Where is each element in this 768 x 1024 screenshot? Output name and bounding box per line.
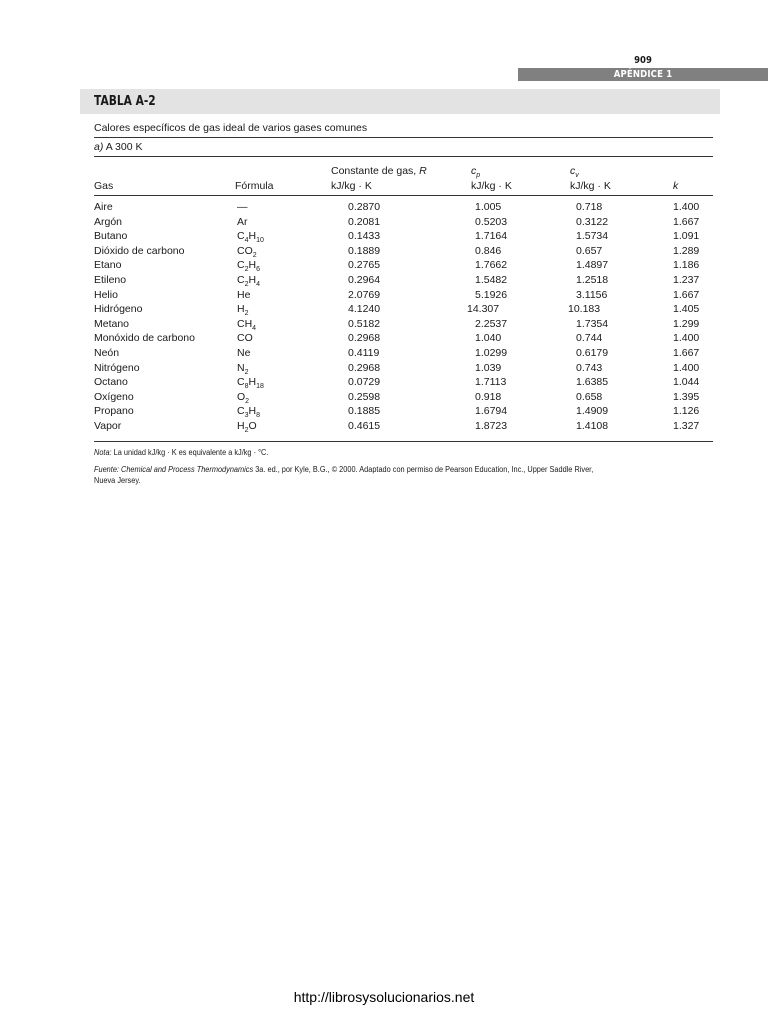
specific-heat-cv: 1.4108: [576, 419, 609, 432]
gas-name: Etileno: [94, 273, 127, 286]
source-label: Fuente:: [94, 465, 119, 474]
gas-name: Argón: [94, 215, 123, 228]
table-caption: Calores específicos de gas ideal de varios gases comunes: [94, 122, 368, 134]
formula-text: H: [248, 405, 257, 418]
specific-heat-cv: 0.657: [576, 244, 603, 257]
table-source: [94, 464, 716, 486]
specific-heat-cp: 1.0299: [475, 346, 508, 359]
header-cv-unit: kJ/kg · K: [570, 180, 611, 192]
header-r-symbol: R: [419, 165, 427, 177]
gas-name: Neón: [94, 346, 120, 359]
formula-subscript: 4: [244, 237, 249, 245]
appendix-label: APÉNDICE 1: [613, 69, 673, 80]
table-row: [0, 390, 768, 405]
specific-heat-ratio-k: 1.299: [673, 317, 700, 330]
gas-formula: [237, 375, 264, 390]
gas-name: Metano: [94, 317, 130, 330]
formula-text: H: [237, 419, 245, 432]
formula-text: CO: [237, 332, 253, 345]
gas-name: Dióxido de carbono: [94, 244, 185, 257]
k-symbol: k: [673, 180, 679, 192]
gas-constant-r: 0.2964: [348, 273, 381, 286]
formula-text: O: [237, 390, 246, 403]
table-row: [0, 215, 768, 230]
gas-formula: [237, 361, 249, 376]
gas-formula: [237, 317, 256, 332]
gas-constant-r: 4.1240: [348, 303, 381, 316]
specific-heat-cv: 1.7354: [576, 317, 609, 330]
note-text: La unidad kJ/kg · K es equivalente a kJ/kg · °C.: [113, 448, 269, 457]
gas-constant-r: 0.2968: [348, 361, 381, 374]
rule-subcaption: [94, 156, 713, 157]
formula-subscript: 2: [244, 310, 249, 318]
source-title: Chemical and Process Thermodynamics: [121, 465, 254, 474]
table-row: [0, 375, 768, 390]
formula-text: Ne: [237, 346, 251, 359]
gas-constant-r: 0.2870: [348, 201, 381, 213]
gas-name: Monóxido de carbono: [94, 332, 195, 345]
subcaption-text: A 300 K: [105, 141, 143, 153]
specific-heat-cp: 0.5203: [475, 215, 508, 228]
gas-constant-r: 2.0769: [348, 288, 381, 301]
table-row: [0, 288, 768, 303]
gas-constant-r: 0.2968: [348, 332, 381, 345]
header-r-title: [331, 165, 427, 178]
gas-name: Propano: [94, 405, 134, 418]
gas-constant-r: 0.5182: [348, 317, 381, 330]
gas-formula: [237, 200, 248, 215]
specific-heat-cv: 1.4897: [576, 259, 609, 272]
specific-heat-cv: 0.658: [576, 390, 603, 403]
specific-heat-ratio-k: 1.126: [673, 405, 700, 418]
header-cp-symbol: [471, 165, 480, 178]
header-cv-symbol: [570, 165, 579, 178]
specific-heat-cp: 1.5482: [475, 273, 508, 286]
gas-constant-r: 0.2081: [348, 215, 381, 228]
cv-symbol: c: [570, 165, 576, 177]
specific-heat-cv: 3.1156: [576, 288, 608, 301]
formula-text: CO: [237, 244, 253, 257]
gas-formula: [237, 404, 260, 419]
specific-heat-cv: 0.6179: [576, 346, 609, 359]
gas-name: Octano: [94, 376, 128, 389]
gas-name: Aire: [94, 201, 113, 213]
gas-name: Vapor: [94, 419, 122, 432]
gas-constant-r: 0.4119: [348, 346, 380, 359]
table-row: [0, 346, 768, 361]
footer-link[interactable]: http://librosysolucionarios.net: [293, 989, 475, 1005]
formula-text: C: [237, 230, 245, 243]
gas-formula: [237, 229, 264, 244]
formula-text: CH: [237, 317, 253, 330]
formula-subscript: 6: [256, 266, 260, 274]
table-row: [0, 331, 768, 346]
gas-name: Etano: [94, 259, 122, 272]
rule-header: [94, 195, 713, 196]
gas-constant-r: 0.4615: [348, 419, 381, 432]
specific-heat-cp: 1.039: [475, 361, 502, 374]
specific-heat-cv: 1.2518: [576, 273, 609, 286]
formula-text: C: [237, 405, 245, 418]
formula-subscript: 2: [244, 368, 249, 376]
gas-formula: [237, 302, 249, 317]
table-row: [0, 404, 768, 419]
cp-symbol: c: [471, 165, 477, 177]
cp-subscript: p: [476, 172, 481, 179]
formula-text: Ar: [237, 215, 248, 228]
specific-heat-cp: 1.7164: [475, 230, 508, 243]
specific-heat-cp: 14.307: [467, 303, 500, 316]
specific-heat-cv: 0.744: [576, 332, 603, 345]
formula-subscript: 10: [256, 237, 264, 245]
specific-heat-ratio-k: 1.395: [673, 390, 700, 403]
specific-heat-cp: 5.1926: [475, 288, 508, 301]
formula-text: C: [237, 376, 245, 389]
specific-heat-ratio-k: 1.186: [673, 259, 700, 272]
specific-heat-cv: 1.6385: [576, 376, 609, 389]
source-text-line2: Nueva Jersey.: [94, 476, 141, 485]
gas-formula: [237, 346, 250, 361]
formula-subscript: 2: [252, 251, 257, 259]
table-title: TABLA A-2: [94, 94, 156, 109]
table-title-bar: [80, 89, 720, 114]
gas-formula: [237, 419, 257, 434]
formula-subscript: 3: [244, 412, 249, 420]
specific-heat-ratio-k: 1.044: [673, 376, 700, 389]
specific-heat-ratio-k: 1.327: [673, 419, 700, 432]
formula-subscript: 4: [256, 280, 260, 288]
page-number: 909: [634, 55, 652, 66]
formula-text: H: [237, 303, 245, 316]
table-row: [0, 302, 768, 317]
gas-formula: [237, 331, 253, 346]
table-row: [0, 244, 768, 259]
formula-subscript: 2: [244, 266, 249, 274]
formula-text: C: [237, 273, 245, 286]
note-label: Nota:: [94, 448, 112, 457]
gas-constant-r: 0.2598: [348, 390, 381, 403]
specific-heat-ratio-k: 1.400: [673, 201, 700, 213]
gas-name: Butano: [94, 230, 128, 243]
table-row: [0, 258, 768, 273]
subcaption-letter: a): [94, 141, 104, 153]
gas-formula: [237, 273, 260, 288]
formula-text: H: [248, 376, 257, 389]
table-row: [0, 229, 768, 244]
table-note: [94, 447, 268, 458]
rule-top: [94, 137, 713, 138]
table-row: [0, 419, 768, 434]
specific-heat-ratio-k: 1.667: [673, 215, 700, 228]
gas-constant-r: 0.1885: [348, 405, 381, 418]
specific-heat-cp: 1.8723: [475, 419, 508, 432]
specific-heat-cp: 0.846: [475, 244, 502, 257]
header-gas: Gas: [94, 180, 114, 192]
specific-heat-ratio-k: 1.289: [673, 244, 700, 257]
table-row: [0, 200, 768, 215]
gas-constant-r: 0.2765: [348, 259, 381, 272]
table-row: [0, 317, 768, 332]
gas-name: Helio: [94, 288, 118, 301]
formula-subscript: 4: [252, 324, 257, 332]
specific-heat-cv: 10.183: [568, 303, 601, 316]
specific-heat-ratio-k: 1.400: [673, 361, 700, 374]
specific-heat-ratio-k: 1.667: [673, 288, 700, 301]
gas-name: Oxígeno: [94, 390, 134, 403]
header-r-unit: kJ/kg · K: [331, 180, 372, 192]
formula-text: H: [248, 259, 257, 272]
formula-text: H: [248, 230, 257, 243]
table-subcaption: [94, 141, 142, 154]
header-r-label: Constante de gas,: [331, 165, 417, 177]
cv-subscript: v: [575, 172, 579, 179]
gas-name: Hidrógeno: [94, 303, 143, 316]
formula-subscript: 8: [256, 412, 260, 420]
header-formula: Fórmula: [235, 180, 274, 192]
formula-text: —: [237, 201, 248, 213]
specific-heat-cp: 2.2537: [475, 317, 508, 330]
gas-formula: [237, 215, 248, 230]
formula-text: O: [248, 419, 257, 432]
specific-heat-ratio-k: 1.091: [673, 230, 700, 243]
formula-subscript: 18: [256, 383, 264, 391]
specific-heat-ratio-k: 1.237: [673, 273, 700, 286]
specific-heat-cp: 1.7113: [475, 376, 507, 389]
source-text-line1: 3a. ed., por Kyle, B.G., © 2000. Adaptado con permiso de Pearson Education, Inc., Upper Saddle River,: [255, 465, 594, 474]
specific-heat-cv: 0.3122: [576, 215, 609, 228]
specific-heat-cv: 0.743: [576, 361, 603, 374]
specific-heat-cp: 1.005: [475, 201, 502, 213]
specific-heat-ratio-k: 1.667: [673, 346, 700, 359]
gas-formula: [237, 288, 250, 303]
rule-bottom: [94, 441, 713, 442]
formula-text: C: [237, 259, 245, 272]
gas-constant-r: 0.1889: [348, 244, 381, 257]
formula-subscript: 2: [244, 280, 249, 288]
formula-subscript: 2: [245, 397, 250, 405]
gas-constant-r: 0.0729: [348, 376, 381, 389]
specific-heat-cp: 0.918: [475, 390, 502, 403]
table-row: [0, 273, 768, 288]
gas-formula: [237, 244, 257, 259]
formula-text: N: [237, 361, 245, 374]
table-body: [0, 200, 768, 434]
formula-text: H: [248, 273, 257, 286]
specific-heat-cp: 1.7662: [475, 259, 508, 272]
specific-heat-cv: 1.5734: [576, 230, 609, 243]
table-row: [0, 361, 768, 376]
formula-subscript: 8: [244, 383, 249, 391]
gas-constant-r: 0.1433: [348, 230, 381, 243]
header-k: [673, 180, 678, 193]
specific-heat-cp: 1.6794: [475, 405, 508, 418]
appendix-bar: [518, 68, 768, 81]
formula-subscript: 2: [244, 426, 249, 434]
header-cp-unit: kJ/kg · K: [471, 180, 512, 192]
formula-text: He: [237, 288, 251, 301]
specific-heat-cv: 1.4909: [576, 405, 609, 418]
gas-name: Nitrógeno: [94, 361, 140, 374]
specific-heat-ratio-k: 1.405: [673, 303, 700, 316]
specific-heat-cv: 0.718: [576, 201, 603, 213]
gas-formula: [237, 390, 249, 405]
gas-formula: [237, 258, 260, 273]
specific-heat-ratio-k: 1.400: [673, 332, 700, 345]
specific-heat-cp: 1.040: [475, 332, 502, 345]
